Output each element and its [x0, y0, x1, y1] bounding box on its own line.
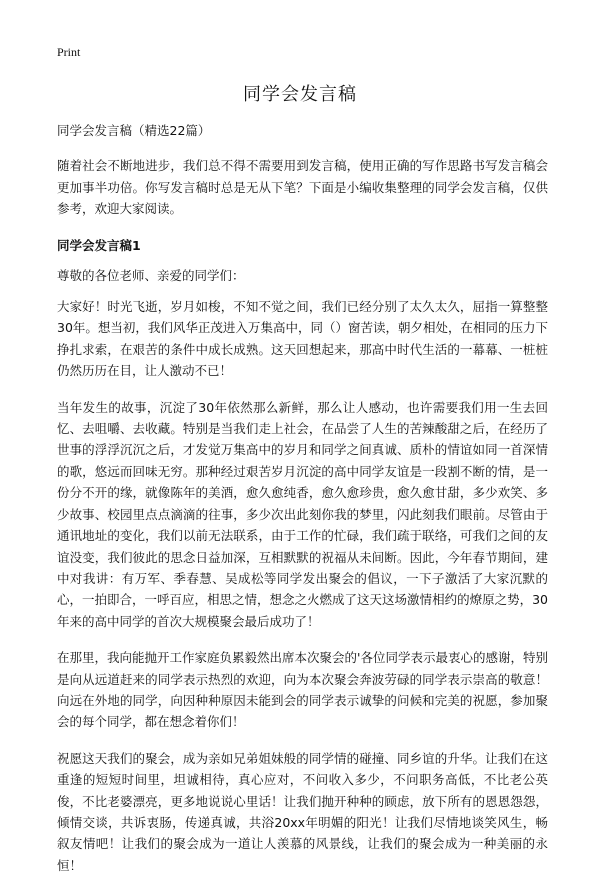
body-paragraph-1: 大家好！时光飞逝，岁月如梭，不知不觉之间，我们已经分别了太久太久，屈指一算整整30年。想当初，我们风华正茂进入万集高中，同（）窗苦读，朝夕相处，在相同的压力下挣扎求索，在艰苦的条件中成长成熟。这天回想起来，那高中时代生活的一幕幕、一桩桩仍然历历在目，让人激动不已！: [57, 299, 548, 379]
greeting-line: 尊敬的各位老师、亲爱的同学们：: [57, 267, 245, 283]
section-heading: 同学会发言稿1: [57, 237, 141, 253]
print-link[interactable]: Print: [57, 45, 81, 59]
body-paragraph-3: 在那里，我向能抛开工作家庭负累毅然出席本次聚会的'各位同学表示最衷心的感谢，特别是向从远道赶来的同学表示热烈的欢迎，向为本次聚会奔波劳碌的同学表示崇高的敬意！向远在外地的同学，向因种种原因未能到会的同学表示诚挚的问候和完美的祝愿，参加聚会的每个同学，都在想念着你们！: [57, 650, 548, 730]
body-paragraph-4: 祝愿这天我们的聚会，成为亲如兄弟姐妹般的同学情的碰撞、同乡谊的升华。让我们在这重逢的短短时间里，坦诚相待，真心应对，不问收入多少，不问职务高低，不比老公英俊，不比老婆漂亮，更多地说说心里话！让我们抛开种种的顾虑，放下所有的恩恩怨怨，倾情交谈，共诉衷肠，传递真诚，共浴20xx年明媚的阳光！让我们尽情地谈笑风生，畅叙友情吧！让我们的聚会成为一道让人羡慕的风景线，让我们的聚会成为一种美丽的永恒！: [57, 750, 548, 873]
intro-paragraph: 随着社会不断地进步，我们总不得不需要用到发言稿，使用正确的写作思路书写发言稿会更加事半功倍。你写发言稿时总是无从下笔？下面是小编收集整理的同学会发言稿，仅供参考，欢迎大家阅读。: [57, 158, 548, 217]
document-subtitle: 同学会发言稿（精选22篇）: [57, 123, 211, 138]
body-paragraph-2: 当年发生的故事，沉淀了30年依然那么新鲜，那么让人感动，也许需要我们用一生去回忆、去咀嚼、去收藏。特别是当我们走上社会，在品尝了人生的苦辣酸甜之后，在经历了世事的浮浮沉沉之后，才发觉万集高中的岁月和同学之间真诚、质朴的情谊如同一首深情的歌，悠远而回味无穷。那种经过艰苦岁月沉淀的高中同学友谊是一段割不断的情，是一份分不开的缘，就像陈年的美酒，愈久愈纯香，愈久愈珍贵，愈久愈甘甜，多少欢笑、多少故事、校园里点点滴滴的往事，多少次出此刻你我的梦里，闪此刻我们眼前。尽管由于通讯地址的变化，我们以前无法联系，由于工作的忙碌，我们疏于联络，可我们之间的友谊没变，我们彼此的思念日益加深，互相默默的祝福从未间断。因此，今年春节期间，建中对我讲：有万军、季春慧、吴成松等同学发出聚会的倡议，一下子激活了大家沉默的心，一拍即合，一呼百应，相思之情，想念之火燃成了这天这场激情相约的燎原之势，30年来的高中同学的首次大规模聚会最后成功了！: [57, 399, 548, 629]
document-body: [57, 120, 548, 891]
page-title: 同学会发言稿: [243, 84, 357, 105]
